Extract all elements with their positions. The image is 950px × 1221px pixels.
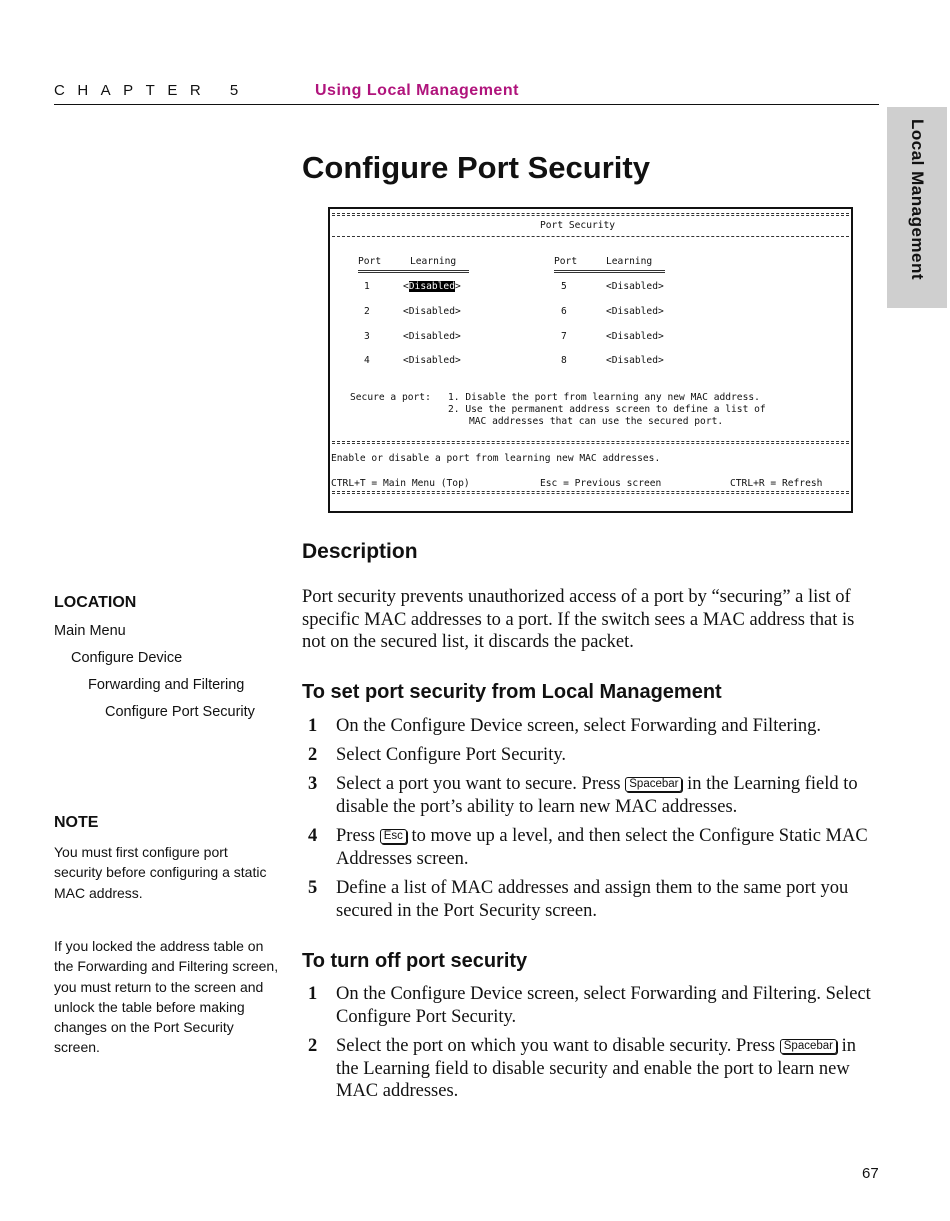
port-number: 4 [364,355,370,366]
step-text: Select the port on which you want to disable security. Press Spacebar in the Learning field to disable security and enable the port to learn new MAC addresses. [336,1036,856,1101]
key-main-menu[interactable]: CTRL+T = Main Menu (Top) [331,478,470,489]
step-number: 2 [308,1036,318,1056]
col-learning-left: Learning [410,256,457,267]
port-number: 3 [364,331,370,342]
note-text: You must first configure port security before configuring a static MAC address. [54,844,267,901]
list-item [302,715,878,738]
description-heading: Description [302,540,418,563]
port-security-screen [328,207,853,513]
learning-field[interactable]: <Disabled> [403,355,461,366]
step-text: Select a port you want to secure. Press Spacebar in the Learning field to disable the port’s ability to learn new MAC addresses. [336,774,858,817]
step-number: 4 [308,826,318,846]
secure-label: Secure a port: [350,392,431,403]
step-number: 3 [308,774,318,794]
port-number: 1 [364,281,370,292]
list-item [302,773,878,818]
divider [332,491,849,492]
key-previous-screen[interactable]: Esc = Previous screen [540,478,662,489]
divider [332,236,849,237]
learning-field[interactable]: <Disabled> [606,331,664,342]
divider [332,441,849,442]
learning-field[interactable]: <Disabled> [606,355,664,366]
page-title: Configure Port Security [302,150,650,185]
learning-field[interactable]: <Disabled> [403,306,461,317]
step-text: On the Configure Device screen, select Forwarding and Filtering. [336,716,821,736]
side-tab [887,107,947,308]
note-heading: NOTE [54,814,99,831]
set-security-heading: To set port security from Local Management [302,681,722,703]
chapter-title: Using Local Management [315,82,519,99]
chapter-label: CHAPTER 5 [54,82,251,99]
step-number: 5 [308,878,318,898]
key-refresh[interactable]: CTRL+R = Refresh [730,478,823,489]
chapter-header [54,82,879,105]
spacebar-key-icon: Spacebar [780,1039,837,1054]
port-number: 2 [364,306,370,317]
divider [332,213,849,214]
divider [332,493,849,494]
spacebar-key-icon: Spacebar [625,777,682,792]
list-item [302,877,878,922]
step-number: 2 [308,745,318,765]
step-text: Define a list of MAC addresses and assign them to the same port you secured in the Port Security screen. [336,878,849,921]
side-tab-label: Local Management [908,119,927,281]
location-heading: LOCATION [54,594,137,611]
secure-step-2-cont: MAC addresses that can use the secured port. [469,416,724,427]
selected-field[interactable]: Disabled [408,281,455,292]
list-item [302,825,878,870]
learning-field[interactable]: <Disabled> [606,306,664,317]
header-underline-left [358,270,469,273]
col-port-left: Port [358,256,382,267]
location-item: Main Menu [54,623,126,639]
location-item: Configure Device [71,650,183,666]
learning-field[interactable]: <Disabled> [403,331,461,342]
step-number: 1 [308,984,318,1004]
secure-step-1: 1. Disable the port from learning any new MAC address. [448,392,760,403]
learning-field-port-1[interactable]: <Disabled> [403,281,461,292]
port-number: 5 [561,281,567,292]
location-item: Configure Port Security [105,704,255,720]
secure-step-2: 2. Use the permanent address screen to define a list of [448,404,766,415]
page-number: 67 [862,1165,879,1182]
header-underline-right [554,270,665,273]
port-number: 6 [561,306,567,317]
list-item [302,744,878,767]
note-text: If you locked the address table on the Forwarding and Filtering screen, you must return to the screen and unlock the table before making changes on the Port Security screen. [54,938,279,1056]
esc-key-icon: Esc [380,829,407,844]
divider [332,215,849,216]
list-item [302,983,878,1028]
turn-off-heading: To turn off port security [302,950,528,972]
step-text: On the Configure Device screen, select Forwarding and Filtering. Select Configure Port Security. [336,984,871,1027]
learning-field[interactable]: <Disabled> [606,281,664,292]
step-number: 1 [308,716,318,736]
step-text: Select Configure Port Security. [336,745,567,765]
divider [332,443,849,444]
description-text: Port security prevents unauthorized access of a port by “securing” a list of specific MAC addresses to a port. If the switch sees a MAC address that is not on the secured list, it discards the packet. [302,587,855,652]
status-line: Enable or disable a port from learning new MAC addresses. [331,453,661,464]
step-text: Press Esc to move up a level, and then select the Configure Static MAC Addresses screen. [336,826,868,869]
screen-title: Port Security [540,220,616,231]
location-item: Forwarding and Filtering [88,677,245,693]
port-number: 7 [561,331,567,342]
port-number: 8 [561,355,567,366]
col-learning-right: Learning [606,256,653,267]
list-item [302,1035,878,1103]
col-port-right: Port [554,256,578,267]
